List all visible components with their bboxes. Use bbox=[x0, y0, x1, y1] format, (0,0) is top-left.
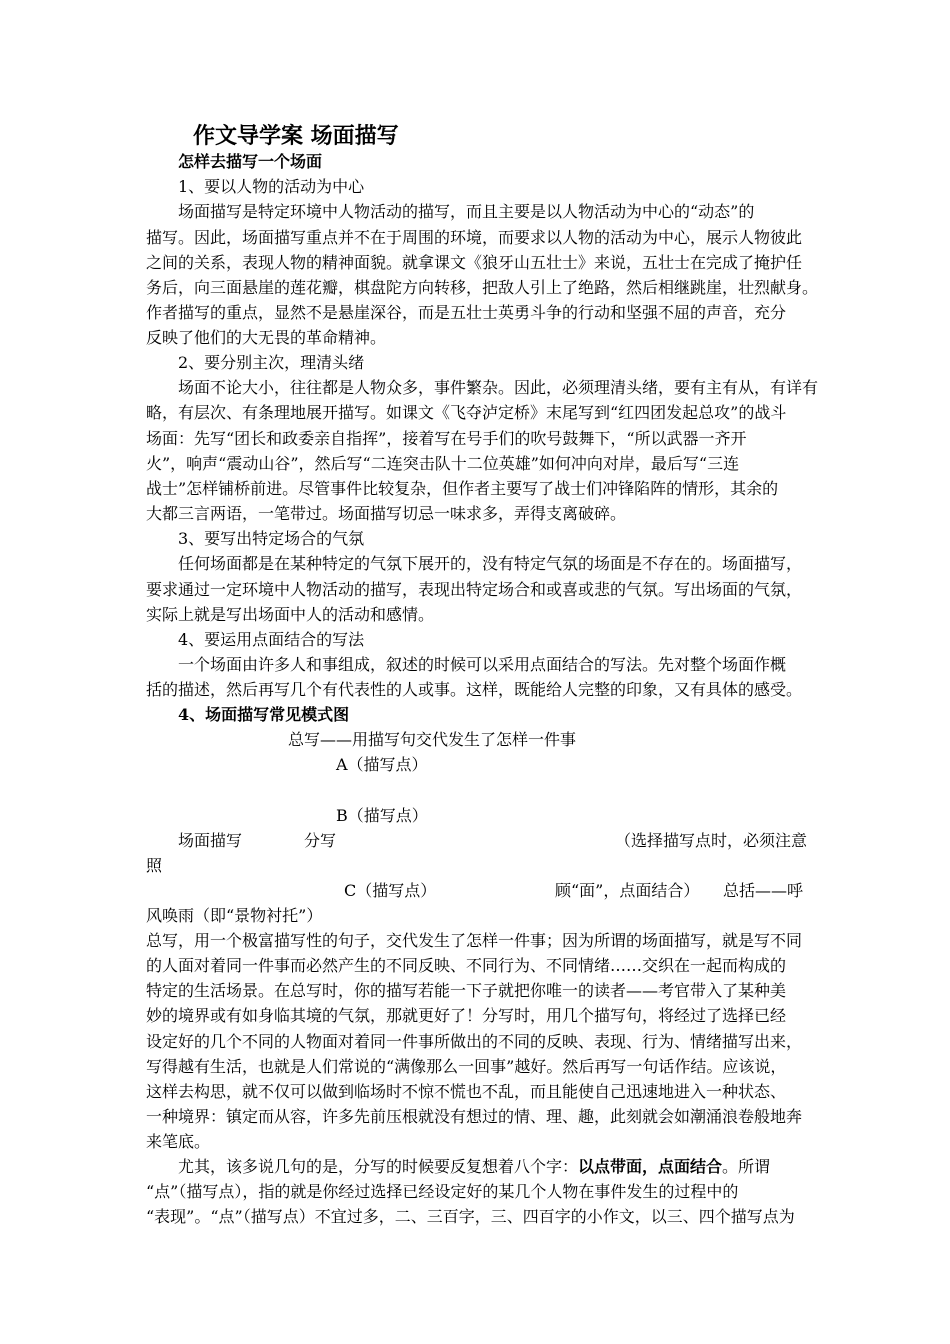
paragraph-line: 务后，向三面悬崖的莲花瓣，棋盘陀方向转移，把敌人引上了绝路，然后相继跳崖，壮烈献身。 bbox=[146, 278, 819, 297]
diagram-point-a: A（描写点） bbox=[336, 755, 428, 774]
paragraph-line: 写得越有生活，也就是人们常说的“满像那么一回事”越好。然后再写一句话作结。应该说， bbox=[146, 1057, 787, 1076]
section-2-heading: 2、要分别主次，理清头绪 bbox=[178, 353, 365, 372]
paragraph-line: 略，有层次、有条理地展开描写。如课文《飞夺泸定桥》末尾写到“红四团发起总攻”的战斗 bbox=[146, 403, 787, 422]
diagram-point-b: B（描写点） bbox=[336, 806, 428, 825]
paragraph-line: 场面描写是特定环境中人物活动的描写，而且主要是以人物活动为中心的“动态”的 bbox=[178, 202, 755, 221]
paragraph-text: 。所谓 bbox=[722, 1157, 771, 1176]
section-5-heading: 4、场面描写常见模式图 bbox=[178, 705, 350, 724]
paragraph-line: “表现”。“点”（描写点）不宜过多，二、三百字，三、四百字的小作文，以三、四个描写点为 bbox=[146, 1207, 795, 1226]
paragraph-line: 场面：先写“团长和政委亲自指挥”，接着写在号手们的吹号鼓舞下，“所以武器一齐开 bbox=[146, 429, 747, 448]
paragraph-line: 要求通过一定环境中人物活动的描写，表现出特定场合和或喜或悲的气氛。写出场面的气氛， bbox=[146, 580, 803, 599]
paragraph-line: 一个场面由许多人和事组成，叙述的时候可以采用点面结合的写法。先对整个场面作概 bbox=[178, 655, 787, 674]
paragraph-text: 尤其，该多说几句的是，分写的时候要反复想着八个字： bbox=[178, 1157, 579, 1176]
document-title: 作文导学案 场面描写 bbox=[193, 123, 399, 149]
paragraph-line: 火”，响声“震动山谷”，然后写“二连突击队十二位英雄”如何冲向对岸，最后写“三连 bbox=[146, 454, 740, 473]
paragraph-line: 场面不论大小，往往都是人物众多，事件繁杂。因此，必须理清头绪，要有主有从，有详有 bbox=[178, 378, 819, 397]
diagram-note-2: 顾“面”，点面结合） bbox=[555, 881, 700, 900]
section-4-heading: 4、要运用点面结合的写法 bbox=[178, 630, 365, 649]
paragraph-line: 特定的生活场景。在总写时，你的描写若能一下子就把你唯一的读者——考官带入了某种美 bbox=[146, 981, 787, 1000]
paragraph-line: 作者描写的重点，显然不是悬崖深谷，而是五壮士英勇斗争的行动和坚强不屈的声音，充分 bbox=[146, 303, 787, 322]
paragraph-line: 任何场面都是在某种特定的气氛下展开的，没有特定气氛的场面是不存在的。场面描写， bbox=[178, 554, 803, 573]
paragraph-line: 来笔底。 bbox=[146, 1132, 211, 1151]
diagram-point-c: C（描写点） bbox=[344, 881, 437, 900]
paragraph-line: 总写，用一个极富描写性的句子，交代发生了怎样一件事；因为所谓的场面描写，就是写不同 bbox=[146, 931, 803, 950]
paragraph-line: 设定好的几个不同的人物面对着同一件事所做出的不同的反映、表现、行为、情绪描写出来， bbox=[146, 1032, 803, 1051]
paragraph-line: 战士”怎样铺桥前进。尽管事件比较复杂，但作者主要写了战士们冲锋陷阵的情形，其余的 bbox=[146, 479, 779, 498]
paragraph-line: 描写。因此，场面描写重点并不在于周围的环境，而要求以人物的活动为中心，展示人物彼此 bbox=[146, 228, 803, 247]
subtitle: 怎样去描写一个场面 bbox=[178, 152, 323, 171]
diagram-split: 分写 bbox=[304, 831, 337, 850]
paragraph-line: 一种境界：镇定而从容，许多先前压根就没有想过的情、理、趣，此刻就会如潮涌浪卷般地奔 bbox=[146, 1107, 803, 1126]
section-1-heading: 1、要以人物的活动为中心 bbox=[178, 177, 365, 196]
diagram-scene: 场面描写 bbox=[178, 831, 243, 850]
paragraph-line: 这样去构思，就不仅可以做到临场时不惊不慌也不乱，而且能使自己迅速地进入一种状态、 bbox=[146, 1082, 787, 1101]
paragraph-line: 反映了他们的大无畏的革命精神。 bbox=[146, 328, 387, 347]
section-3-heading: 3、要写出特定场合的气氛 bbox=[178, 529, 365, 548]
diagram-note: （选择描写点时，必须注意 bbox=[615, 831, 808, 850]
paragraph-line: 大都三言两语，一笔带过。场面描写切忌一味求多，弄得支离破碎。 bbox=[146, 504, 627, 523]
paragraph-line: 之间的关系，表现人物的精神面貌。就拿课文《狼牙山五壮士》来说，五壮士在完成了掩护任 bbox=[146, 253, 803, 272]
emphasis-text: 以点带面，点面结合 bbox=[578, 1157, 723, 1176]
paragraph-line: 括的描述，然后再写几个有代表性的人或事。这样，既能给人完整的印象，又有具体的感受。 bbox=[146, 680, 803, 699]
paragraph-line: 的人面对着同一件事而必然产生的不同反映、不同行为、不同情绪……交织在一起而构成的 bbox=[146, 956, 787, 975]
diagram-general: 总写——用描写句交代发生了怎样一件事 bbox=[288, 730, 577, 749]
paragraph-line: “点”（描写点），指的就是你经过选择已经设定好的某几个人物在事件发生的过程中的 bbox=[146, 1182, 739, 1201]
diagram-summary: 总括——呼 bbox=[723, 881, 804, 900]
paragraph-line bbox=[178, 1156, 770, 1178]
paragraph-line: 实际上就是写出场面中人的活动和感情。 bbox=[146, 605, 435, 624]
diagram-summary-cont: 风唤雨（即“景物衬托”） bbox=[146, 906, 323, 925]
diagram-note-cont: 照 bbox=[146, 856, 163, 875]
paragraph-line: 妙的境界或有如身临其境的气氛，那就更好了！分写时，用几个描写句，将经过了选择已经 bbox=[146, 1006, 787, 1025]
